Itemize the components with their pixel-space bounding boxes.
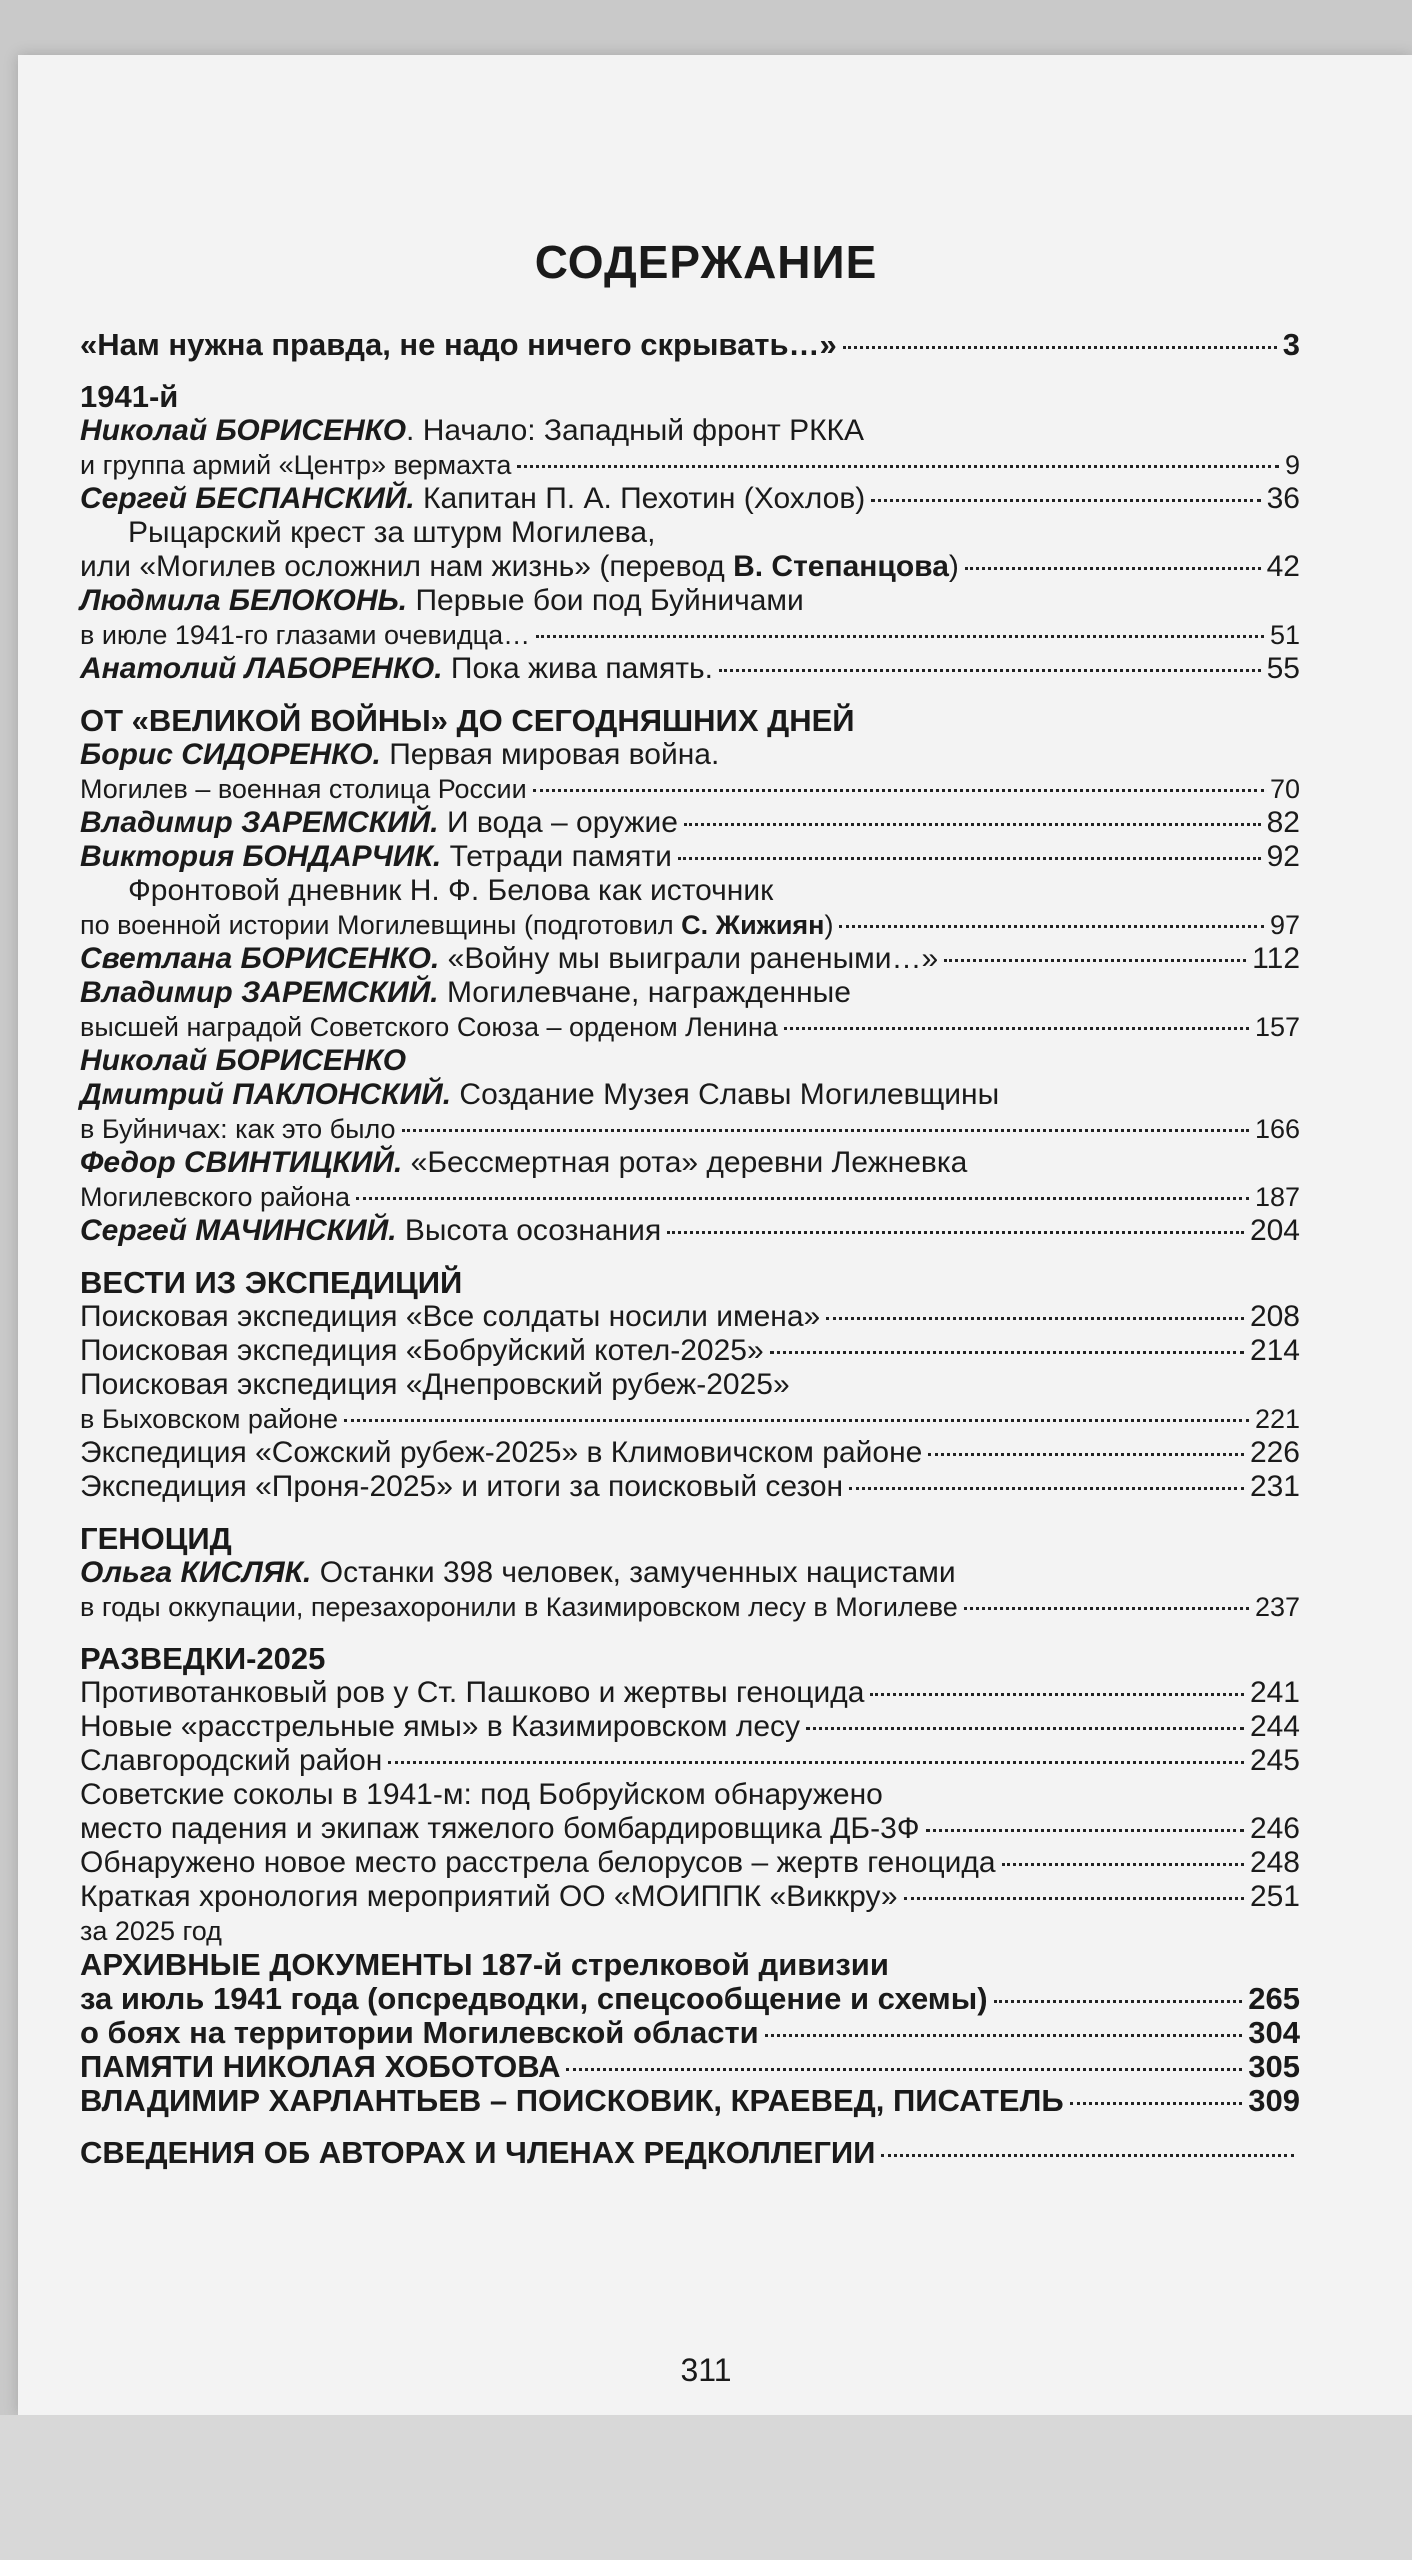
toc-entry: или «Могилев осложнил нам жизнь» (перевод В. Степанцова) 42 (80, 550, 1300, 583)
toc-entry: в годы оккупации, перезахоронили в Казимировском лесу в Могилеве 237 (80, 1592, 1300, 1622)
toc-entry: Фронтовой дневник Н. Ф. Белова как источник (128, 874, 774, 907)
toc-entry: Федор СВИНТИЦКИЙ. «Бессмертная рота» деревни Лежневка (80, 1146, 968, 1179)
section-heading: АРХИВНЫЕ ДОКУМЕНТЫ 187-й стрелковой дивизии (80, 1947, 889, 1982)
toc-entry: Экспедиция «Проня-2025» и итоги за поисковый сезон 231 (80, 1470, 1300, 1503)
toc-entry: высшей наградой Советского Союза – орденом Ленина 157 (80, 1012, 1300, 1042)
toc-entry: ВЛАДИМИР ХАРЛАНТЬЕВ – ПОИСКОВИК, КРАЕВЕД, ПИСАТЕЛЬ 309 (80, 2083, 1300, 2118)
toc-entry: Советские соколы в 1941-м: под Бобруйском обнаружено (80, 1778, 883, 1811)
toc-entry: Поисковая экспедиция «Бобруйский котел-2025» 214 (80, 1334, 1300, 1367)
toc-entry: Поисковая экспедиция «Все солдаты носили имена» 208 (80, 1300, 1300, 1333)
toc-entry: Владимир ЗАРЕМСКИЙ. И вода – оружие 82 (80, 806, 1300, 839)
page-title: СОДЕРЖАНИЕ (534, 236, 878, 288)
toc-entry: Поисковая экспедиция «Днепровский рубеж-2025» (80, 1368, 790, 1401)
toc-entry: Светлана БОРИСЕНКО. «Войну мы выиграли ранеными…» 112 (80, 942, 1300, 975)
toc-entry: Краткая хронология мероприятий ОО «МОИППК «Виккру» 251 (80, 1880, 1300, 1913)
toc-entry: Анатолий ЛАБОРЕНКО. Пока жива память. 55 (80, 652, 1300, 685)
toc-entry: ПАМЯТИ НИКОЛАЯ ХОБОТОВА 305 (80, 2049, 1300, 2084)
section-heading: 1941-й (80, 379, 179, 414)
toc-entry: Обнаружено новое место расстрела белорусов – жертв геноцида 248 (80, 1846, 1300, 1879)
toc-entry: и группа армий «Центр» вермахта 9 (80, 450, 1300, 480)
section-heading: РАЗВЕДКИ-2025 (80, 1641, 326, 1676)
toc-entry: Противотанковый ров у Ст. Пашково и жертвы геноцида 241 (80, 1676, 1300, 1709)
toc-entry: место падения и экипаж тяжелого бомбардировщика ДБ-3Ф 246 (80, 1812, 1300, 1845)
toc-entry: Николай БОРИСЕНКО. Начало: Западный фронт РККА (80, 414, 865, 447)
toc-entry: Людмила БЕЛОКОНЬ. Первые бои под Буйничами (80, 584, 804, 617)
toc-entry: в Буйничах: как это было 166 (80, 1114, 1300, 1144)
toc-entry: Экспедиция «Сожский рубеж-2025» в Климовичском районе 226 (80, 1436, 1300, 1469)
toc-entry: Борис СИДОРЕНКО. Первая мировая война. (80, 738, 720, 771)
toc-entry: за 2025 год (80, 1916, 222, 1946)
toc-entry: Виктория БОНДАРЧИК. Тетради памяти 92 (80, 840, 1300, 873)
toc-entry: в Быховском районе 221 (80, 1404, 1300, 1434)
toc-entry: за июль 1941 года (опсредводки, спецсообщение и схемы) 265 (80, 1981, 1300, 2016)
section-heading: ОТ «ВЕЛИКОЙ ВОЙНЫ» ДО СЕГОДНЯШНИХ ДНЕЙ (80, 703, 855, 738)
toc-entry: Рыцарский крест за штурм Могилева, (128, 516, 656, 549)
toc-entry: в июле 1941-го глазами очевидца… 51 (80, 620, 1300, 650)
toc-entry: «Нам нужна правда, не надо ничего скрывать…» 3 (80, 327, 1300, 362)
toc-entry: Могилевского района 187 (80, 1182, 1300, 1212)
toc-entry: Сергей МАЧИНСКИЙ. Высота осознания 204 (80, 1214, 1300, 1247)
toc-entry: Владимир ЗАРЕМСКИЙ. Могилевчане, награжденные (80, 976, 851, 1009)
toc-entry: Славгородский район 245 (80, 1744, 1300, 1777)
toc-entry: Новые «расстрельные ямы» в Казимировском лесу 244 (80, 1710, 1300, 1743)
toc-entry: Ольга КИСЛЯК. Останки 398 человек, замученных нацистами (80, 1556, 956, 1589)
page-number: 311 (680, 2352, 732, 2388)
toc-entry: СВЕДЕНИЯ ОБ АВТОРАХ И ЧЛЕНАХ РЕДКОЛЛЕГИИ (80, 2136, 1300, 2170)
table-of-contents (80, 328, 1300, 2170)
toc-entry: о боях на территории Могилевской области 304 (80, 2015, 1300, 2050)
section-heading: ГЕНОЦИД (80, 1521, 232, 1556)
toc-entry: Николай БОРИСЕНКО (80, 1044, 407, 1077)
toc-entry: по военной истории Могилевщины (подготовил С. Жижиян) 97 (80, 910, 1300, 940)
toc-entry: Сергей БЕСПАНСКИЙ. Капитан П. А. Пехотин (Хохлов) 36 (80, 482, 1300, 515)
toc-entry: Могилев – военная столица России 70 (80, 774, 1300, 804)
toc-entry: Дмитрий ПАКЛОНСКИЙ. Создание Музея Славы Могилевщины (80, 1078, 1000, 1111)
background-surface (0, 2415, 1412, 2560)
section-heading: ВЕСТИ ИЗ ЭКСПЕДИЦИЙ (80, 1265, 463, 1300)
